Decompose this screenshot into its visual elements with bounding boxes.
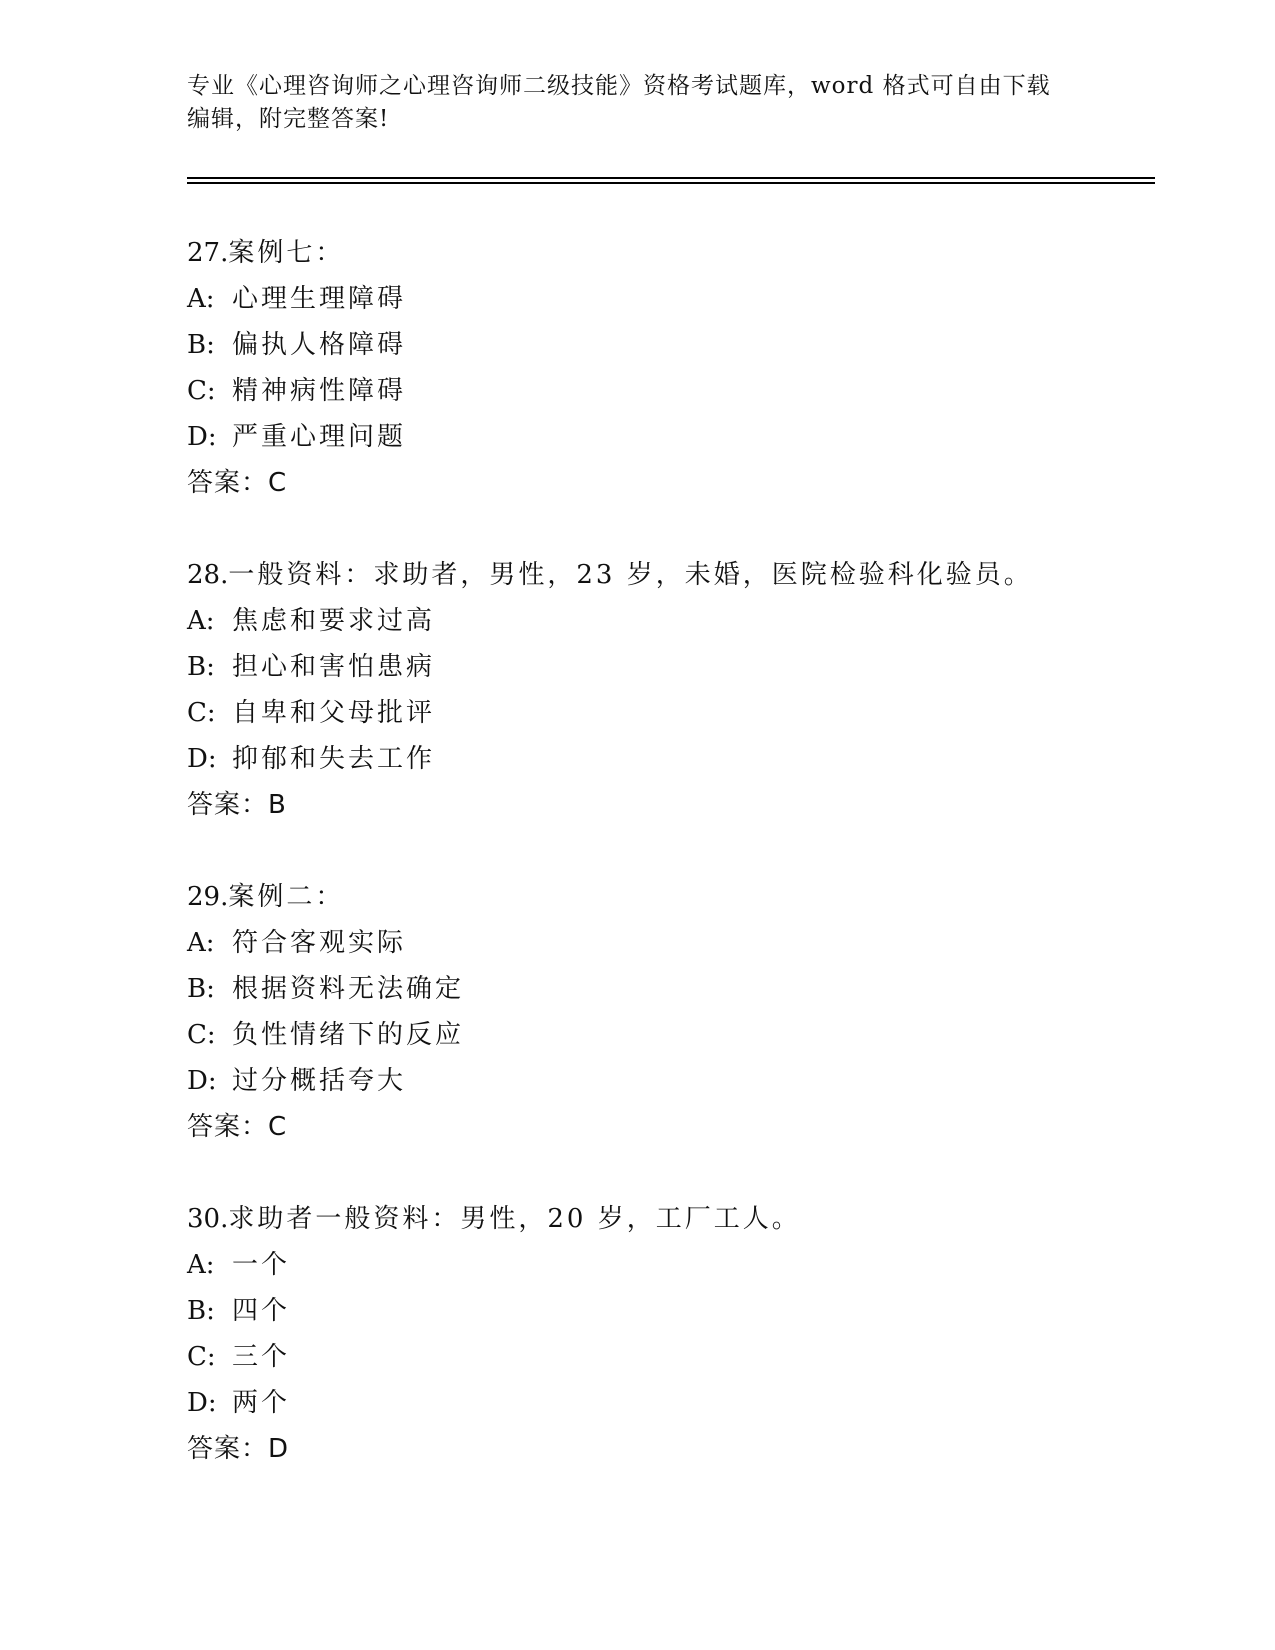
header-line-1: 专业《心理咨询师之心理咨询师二级技能》资格考试题库，word 格式可自由下载 <box>187 73 1051 99</box>
option-text: 负性情绪下的反应 <box>232 1020 465 1050</box>
option-b <box>187 644 1137 690</box>
option-label: D: <box>187 744 217 774</box>
answer: 答案：C <box>187 468 288 498</box>
question-text: 案例七： <box>228 238 345 268</box>
option-text: 两个 <box>232 1388 291 1418</box>
question-number: 28. <box>187 560 229 590</box>
option-b <box>187 322 1137 368</box>
option-b <box>187 1288 1137 1334</box>
option-text: 严重心理问题 <box>232 422 407 452</box>
question-text: 案例二： <box>228 882 345 912</box>
option-label: A: <box>187 606 215 636</box>
option-label: C: <box>187 376 216 406</box>
option-a <box>187 276 1137 322</box>
option-b <box>187 966 1137 1012</box>
option-a <box>187 1242 1137 1288</box>
option-label: B: <box>187 330 215 360</box>
answer: 答案：B <box>187 790 287 820</box>
option-text: 根据资料无法确定 <box>232 974 465 1004</box>
question-stem <box>187 874 1137 920</box>
question-number: 29. <box>187 882 229 912</box>
option-label: B: <box>187 652 215 682</box>
option-label: A: <box>187 284 215 314</box>
option-label: A: <box>187 928 215 958</box>
option-text: 抑郁和失去工作 <box>232 744 436 774</box>
option-label: B: <box>187 1296 215 1326</box>
question-stem <box>187 1196 1137 1242</box>
option-c <box>187 368 1137 414</box>
question-number: 30. <box>187 1204 229 1234</box>
option-d <box>187 1380 1137 1426</box>
answer: 答案：C <box>187 1112 288 1142</box>
header-line-2: 编辑，附完整答案! <box>187 106 390 132</box>
header-divider-bottom <box>187 182 1155 184</box>
option-text: 自卑和父母批评 <box>232 698 436 728</box>
option-d <box>187 414 1137 460</box>
question-28 <box>187 552 1137 828</box>
question-stem <box>187 230 1137 276</box>
option-text: 精神病性障碍 <box>232 376 407 406</box>
option-a <box>187 920 1137 966</box>
option-text: 三个 <box>232 1342 291 1372</box>
option-text: 心理生理障碍 <box>232 284 407 314</box>
option-text: 偏执人格障碍 <box>232 330 407 360</box>
option-d <box>187 736 1137 782</box>
option-c <box>187 1012 1137 1058</box>
option-text: 四个 <box>232 1296 291 1326</box>
option-label: B: <box>187 974 215 1004</box>
option-label: C: <box>187 1342 216 1372</box>
option-label: C: <box>187 698 216 728</box>
header-divider-top <box>187 177 1155 179</box>
question-text: 求助者一般资料：男性，20 岁，工厂工人。 <box>228 1204 801 1234</box>
question-30 <box>187 1196 1137 1472</box>
option-label: D: <box>187 1066 217 1096</box>
option-label: D: <box>187 1388 217 1418</box>
option-text: 过分概括夸大 <box>232 1066 407 1096</box>
option-a <box>187 598 1137 644</box>
question-number: 27. <box>187 238 229 268</box>
document-header <box>187 70 1067 136</box>
option-label: D: <box>187 422 217 452</box>
option-text: 担心和害怕患病 <box>232 652 436 682</box>
option-text: 焦虑和要求过高 <box>232 606 436 636</box>
option-label: A: <box>187 1250 215 1280</box>
answer: 答案：D <box>187 1434 290 1464</box>
option-label: C: <box>187 1020 216 1050</box>
question-text: 一般资料：求助者，男性，23 岁，未婚，医院检验科化验员。 <box>228 560 1033 590</box>
question-27 <box>187 230 1137 506</box>
option-text: 符合客观实际 <box>232 928 407 958</box>
option-text: 一个 <box>232 1250 291 1280</box>
option-c <box>187 690 1137 736</box>
question-stem <box>187 552 1137 598</box>
option-d <box>187 1058 1137 1104</box>
question-29 <box>187 874 1137 1150</box>
option-c <box>187 1334 1137 1380</box>
